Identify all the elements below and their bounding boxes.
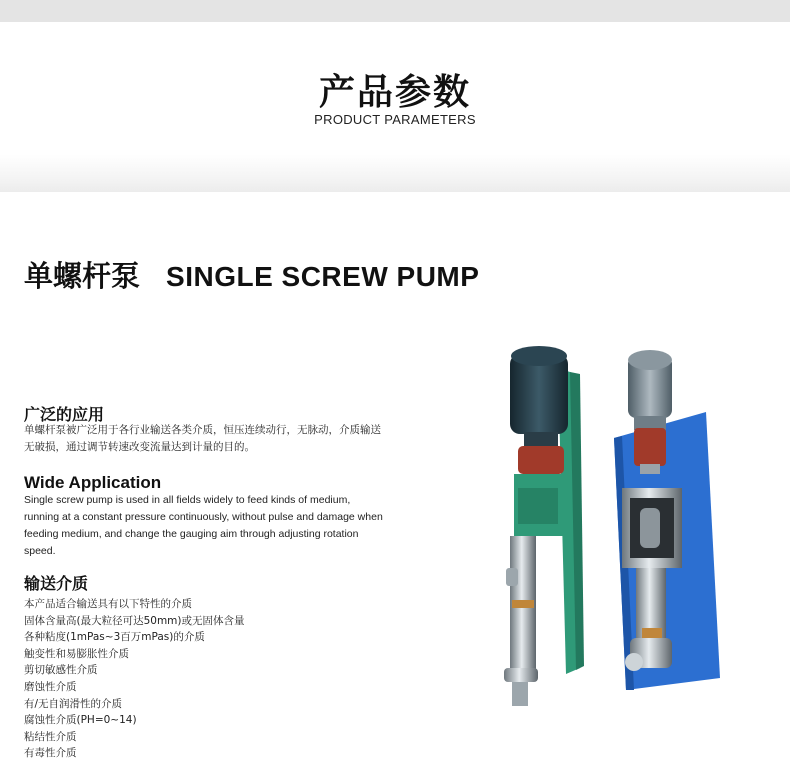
media-item: 有/无自润滑性的介质 (24, 697, 123, 710)
media-item: 固体含量高(最大粒径可达50mm)或无固体含量 (24, 614, 245, 627)
pump-photo (484, 338, 724, 718)
application-cn-text: 单螺杆泵被广泛用于各行业输送各类介质，恒压连续动行，无脉动，介质输送无破损，通过调节转速改变流量达到计量的目的。 (24, 424, 381, 453)
media-heading: 输送介质 (24, 574, 89, 593)
application-cn-heading: 广泛的应用 (24, 405, 105, 424)
product-title (24, 254, 479, 295)
media-item: 本产品适合输送具有以下特性的介质 (24, 598, 192, 610)
media-item: 各种粘度(1mPas~3百万mPas)的介质 (24, 631, 205, 644)
media-item: 磨蚀性介质 (24, 680, 77, 693)
product-title-en: SINGLE SCREW PUMP (166, 261, 480, 292)
application-en-heading: Wide Application (24, 473, 162, 492)
media-item: 触变性和易膨胀性介质 (24, 647, 129, 660)
product-title-cn: 单螺杆泵 (24, 259, 141, 293)
page-title: 产品参数 (318, 72, 471, 113)
media-list (24, 596, 245, 762)
top-band (0, 0, 790, 22)
application-en-text: Single screw pump is used in all fields widely to feed kinds of medium, running at a constant pressure continuously, without pulse and damage when feeding medium, and change the gauging aim through adjusting rotation speed. (24, 494, 383, 557)
media-item: 粘结性介质 (24, 730, 77, 743)
media-item: 有毒性介质 (24, 747, 77, 760)
pump-right (614, 350, 720, 690)
media-item: 剪切敏感性介质 (24, 664, 98, 677)
pump-left (504, 346, 584, 706)
page-subtitle: PRODUCT PARAMETERS (314, 112, 476, 127)
media-item: 腐蚀性介质(PH=0~14) (24, 714, 137, 727)
